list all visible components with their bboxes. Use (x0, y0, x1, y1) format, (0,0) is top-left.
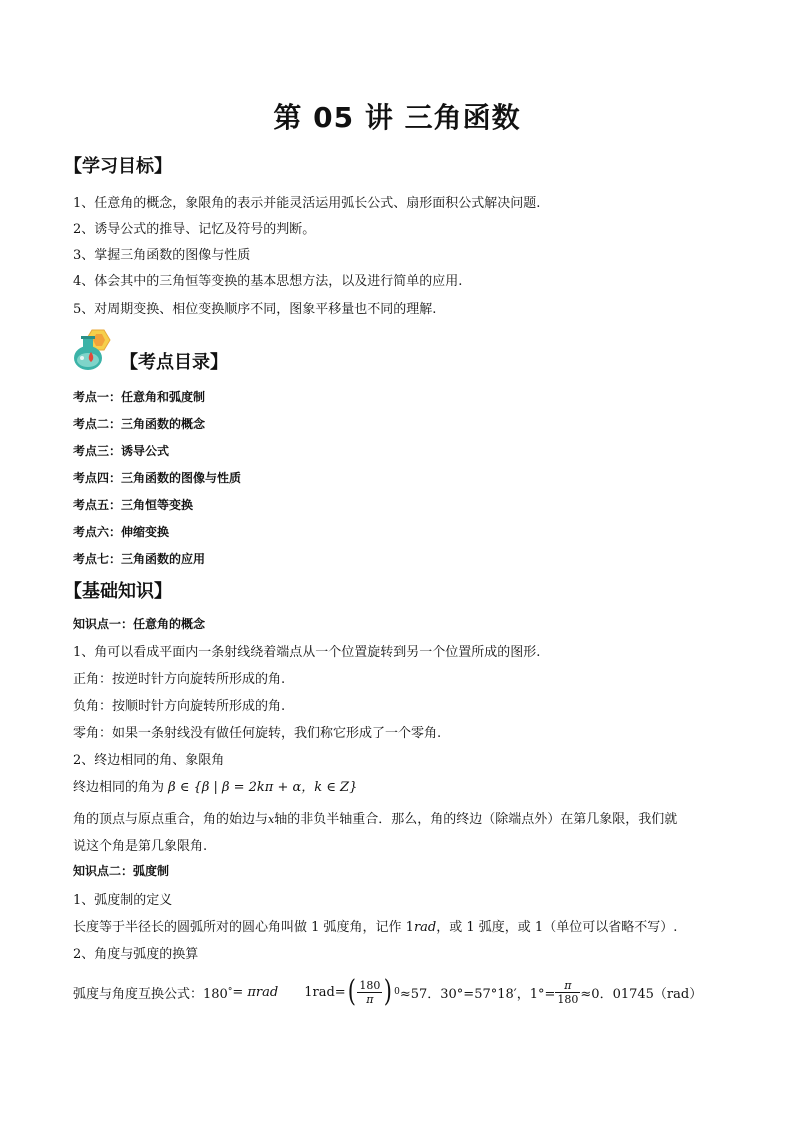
paragraph: 零角：如果一条射线没有做任何旋转，我们称它形成了一个零角. (73, 726, 442, 741)
text: ≈0．01745（rad） (580, 986, 703, 1002)
paragraph: 2、终边相同的角、象限角 (73, 753, 225, 768)
exponent: 0 (394, 987, 400, 997)
fraction: $\frac{180}{\pi}$ (359, 978, 381, 1006)
catalog-item: 考点七：三角函数的应用 (73, 552, 206, 566)
text: 终边相同的角为 (73, 780, 169, 795)
catalog-item: 考点四：三角函数的图像与性质 (73, 471, 242, 485)
catalog-item: 考点六：伸缩变换 (73, 525, 170, 539)
paragraph (73, 808, 677, 827)
paragraph (73, 776, 357, 795)
formula: β ∈ {β | β = 2kπ + α，k ∈ Z} (168, 780, 358, 795)
paragraph (73, 916, 677, 935)
catalog-item: 考点二：三角函数的概念 (73, 417, 206, 431)
paragraph: 正角：按逆时针方向旋转所形成的角. (73, 672, 286, 687)
text: 角的顶点与原点重合，角的始边与 (73, 812, 269, 827)
unit: rad (255, 984, 279, 1000)
paragraph: 负角：按顺时针方向旋转所形成的角. (73, 699, 286, 714)
catalog-item: 考点五：三角恒等变换 (73, 498, 194, 512)
unit: rad (413, 920, 437, 935)
catalog-header: 【考点目录】 (120, 352, 228, 373)
fraction: $\frac{\pi}{180}$ (557, 978, 579, 1006)
paragraph: 1、弧度制的定义 (73, 893, 173, 908)
text: 1rad= (304, 984, 346, 1000)
conversion-formula: 弧度与角度互换公式：180 ° = π rad 1rad= ( $\frac{180}{\pi}$ ) 0 ≈57．30°=57°18′，1°= $\frac{\pi}{180}$ ≈0．01745（rad） (73, 974, 703, 1009)
text: 长度等于半径长的圆弧所对的圆心角叫做 1 弧度角，记作 1 (73, 920, 414, 935)
goal-item: 1、任意角的概念，象限角的表示并能灵活运用弧长公式、扇形面积公式解决问题. (73, 196, 541, 211)
degree-sign: ° (227, 987, 233, 997)
paragraph: 1、角可以看成平面内一条射线绕着端点从一个位置旋转到另一个位置所成的图形. (73, 645, 541, 660)
text: 弧度与角度互换公式：180 (73, 986, 228, 1002)
goal-item: 4、体会其中的三角恒等变换的基本思想方法，以及进行简单的应用. (73, 274, 463, 289)
goal-item: 2、诱导公式的推导、记忆及符号的判断。 (73, 222, 316, 237)
paragraph: 说这个角是第几象限角. (73, 839, 208, 854)
text: = π (232, 984, 256, 1000)
basics-header: 【基础知识】 (64, 581, 172, 602)
goal-item: 3、掌握三角函数的图像与性质 (73, 248, 251, 263)
text: 轴的非负半轴重合．那么，角的终边（除端点外）在第几象限，我们就 (274, 812, 678, 827)
text: ≈57．30°=57°18′，1°= (399, 986, 556, 1002)
goals-header: 【学习目标】 (64, 156, 172, 177)
catalog-item: 考点一：任意角和弧度制 (73, 390, 206, 404)
paragraph: 2、角度与弧度的换算 (73, 947, 199, 962)
goal-item: 5、对周期变换、相位变换顺序不同，图象平移量也不同的理解. (73, 302, 437, 317)
catalog-item: 考点三：诱导公式 (73, 444, 170, 458)
variable: x (268, 813, 275, 826)
text: ，或 1 弧度，或 1（单位可以省略不写）. (436, 920, 678, 935)
knowledge-point-title: 知识点一：任意角的概念 (73, 617, 206, 631)
page-title: 第 05 讲 三角函数 (273, 101, 521, 134)
knowledge-point-title: 知识点二：弧度制 (73, 864, 170, 878)
chemistry-flask-icon (70, 328, 118, 372)
